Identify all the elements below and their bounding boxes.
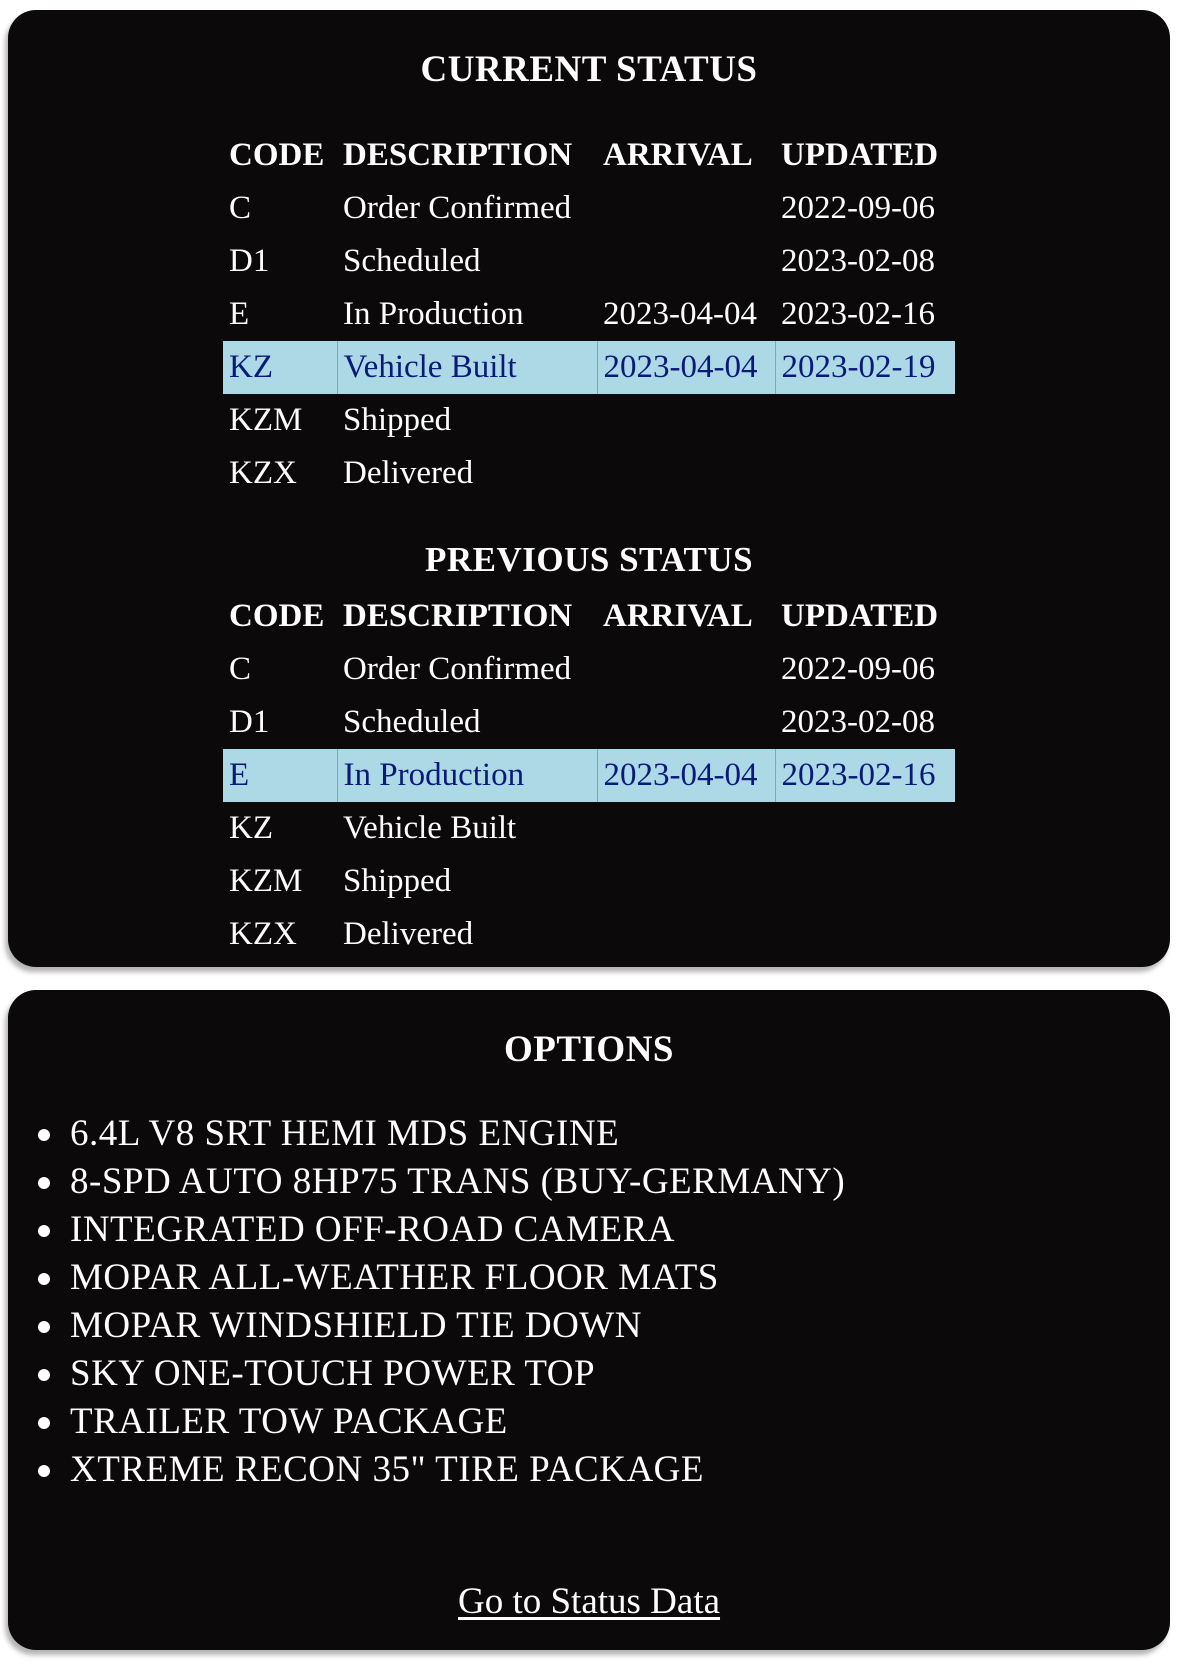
options-list [38, 1110, 845, 1494]
cell-code: KZX [229, 916, 297, 952]
cell-description: In Production [337, 749, 597, 802]
cell-code: E [223, 749, 337, 802]
option-label: TRAILER TOW PACKAGE [70, 1401, 508, 1442]
cell-updated: 2022-09-06 [781, 651, 935, 687]
option-label: MOPAR WINDSHIELD TIE DOWN [70, 1305, 642, 1346]
cell-arrival [597, 908, 775, 961]
option-label: 6.4L V8 SRT HEMI MDS ENGINE [70, 1113, 620, 1154]
status-card [8, 10, 1170, 967]
table-row [223, 749, 955, 802]
cell-description: Shipped [343, 402, 452, 438]
list-item [38, 1158, 845, 1206]
current-status-title: CURRENT STATUS [420, 49, 758, 90]
cell-updated: 2023-02-08 [781, 243, 935, 279]
options-card [8, 990, 1170, 1650]
cell-updated: 2022-09-06 [781, 190, 935, 226]
cell-arrival [597, 696, 775, 749]
cell-description: Vehicle Built [337, 341, 597, 394]
header-arrival: ARRIVAL [603, 137, 753, 173]
table-row [223, 288, 955, 341]
cell-arrival: 2023-04-04 [597, 749, 775, 802]
header-description: DESCRIPTION [343, 137, 573, 173]
table-row [223, 341, 955, 394]
cell-updated [775, 394, 955, 447]
cell-updated [775, 855, 955, 908]
table-row [223, 855, 955, 908]
cell-arrival [597, 855, 775, 908]
header-code: CODE [229, 137, 325, 173]
option-label: INTEGRATED OFF-ROAD CAMERA [70, 1209, 676, 1250]
previous-status-title: PREVIOUS STATUS [424, 540, 754, 579]
cell-arrival [597, 643, 775, 696]
list-item [38, 1254, 845, 1302]
table-row [223, 908, 955, 961]
cell-code: KZX [229, 455, 297, 491]
cell-updated [775, 447, 955, 500]
cell-description: Scheduled [343, 704, 481, 740]
current-status-table [223, 129, 955, 500]
cell-description: Vehicle Built [343, 810, 517, 846]
header-arrival: ARRIVAL [603, 598, 753, 634]
table-header-row [223, 590, 955, 643]
cell-description: Delivered [343, 455, 474, 491]
cell-description: Order Confirmed [343, 651, 572, 687]
cell-description: Order Confirmed [343, 190, 572, 226]
cell-description: Scheduled [343, 243, 481, 279]
list-item [38, 1398, 845, 1446]
bullet-icon [38, 1225, 50, 1237]
bullet-icon [38, 1417, 50, 1429]
list-item [38, 1446, 845, 1494]
bullet-icon [38, 1321, 50, 1333]
cell-updated: 2023-02-08 [781, 704, 935, 740]
table-row [223, 182, 955, 235]
option-label: MOPAR ALL-WEATHER FLOOR MATS [70, 1257, 719, 1298]
cell-updated: 2023-02-19 [775, 341, 955, 394]
cell-code: C [229, 651, 252, 687]
cell-code: KZM [229, 402, 303, 438]
cell-description: Delivered [343, 916, 474, 952]
header-description: DESCRIPTION [343, 598, 573, 634]
cell-description: In Production [343, 296, 524, 332]
option-label: 8-SPD AUTO 8HP75 TRANS (BUY-GERMANY) [70, 1161, 846, 1202]
header-updated: UPDATED [781, 598, 939, 634]
bullet-icon [38, 1129, 50, 1141]
go-to-status-data-link[interactable]: Go to Status Data [457, 1581, 721, 1622]
cell-code: D1 [229, 704, 270, 740]
header-updated: UPDATED [781, 137, 939, 173]
cell-code: KZ [229, 810, 273, 846]
list-item [38, 1110, 845, 1158]
option-label: XTREME RECON 35" TIRE PACKAGE [70, 1449, 704, 1490]
table-row [223, 447, 955, 500]
option-label: SKY ONE-TOUCH POWER TOP [70, 1353, 596, 1394]
cell-updated: 2023-02-16 [775, 749, 955, 802]
cell-updated [775, 802, 955, 855]
table-row [223, 696, 955, 749]
table-row [223, 235, 955, 288]
cell-arrival [597, 182, 775, 235]
cell-arrival: 2023-04-04 [603, 296, 757, 332]
cell-code: D1 [229, 243, 270, 279]
list-item [38, 1302, 845, 1350]
list-item [38, 1350, 845, 1398]
bullet-icon [38, 1177, 50, 1189]
cell-arrival: 2023-04-04 [597, 341, 775, 394]
cell-arrival [597, 394, 775, 447]
cell-arrival [597, 235, 775, 288]
previous-status-table [223, 590, 955, 961]
table-row [223, 802, 955, 855]
cell-arrival [597, 447, 775, 500]
cell-updated: 2023-02-16 [781, 296, 935, 332]
table-row [223, 643, 955, 696]
options-title: OPTIONS [503, 1029, 675, 1070]
cell-code: C [229, 190, 252, 226]
cell-description: Shipped [343, 863, 452, 899]
cell-code: KZ [223, 341, 337, 394]
table-row [223, 394, 955, 447]
cell-code: KZM [229, 863, 303, 899]
cell-code: E [229, 296, 250, 332]
list-item [38, 1206, 845, 1254]
bullet-icon [38, 1369, 50, 1381]
table-header-row [223, 129, 955, 182]
cell-updated [775, 908, 955, 961]
header-code: CODE [229, 598, 325, 634]
bullet-icon [38, 1465, 50, 1477]
bullet-icon [38, 1273, 50, 1285]
cell-arrival [597, 802, 775, 855]
